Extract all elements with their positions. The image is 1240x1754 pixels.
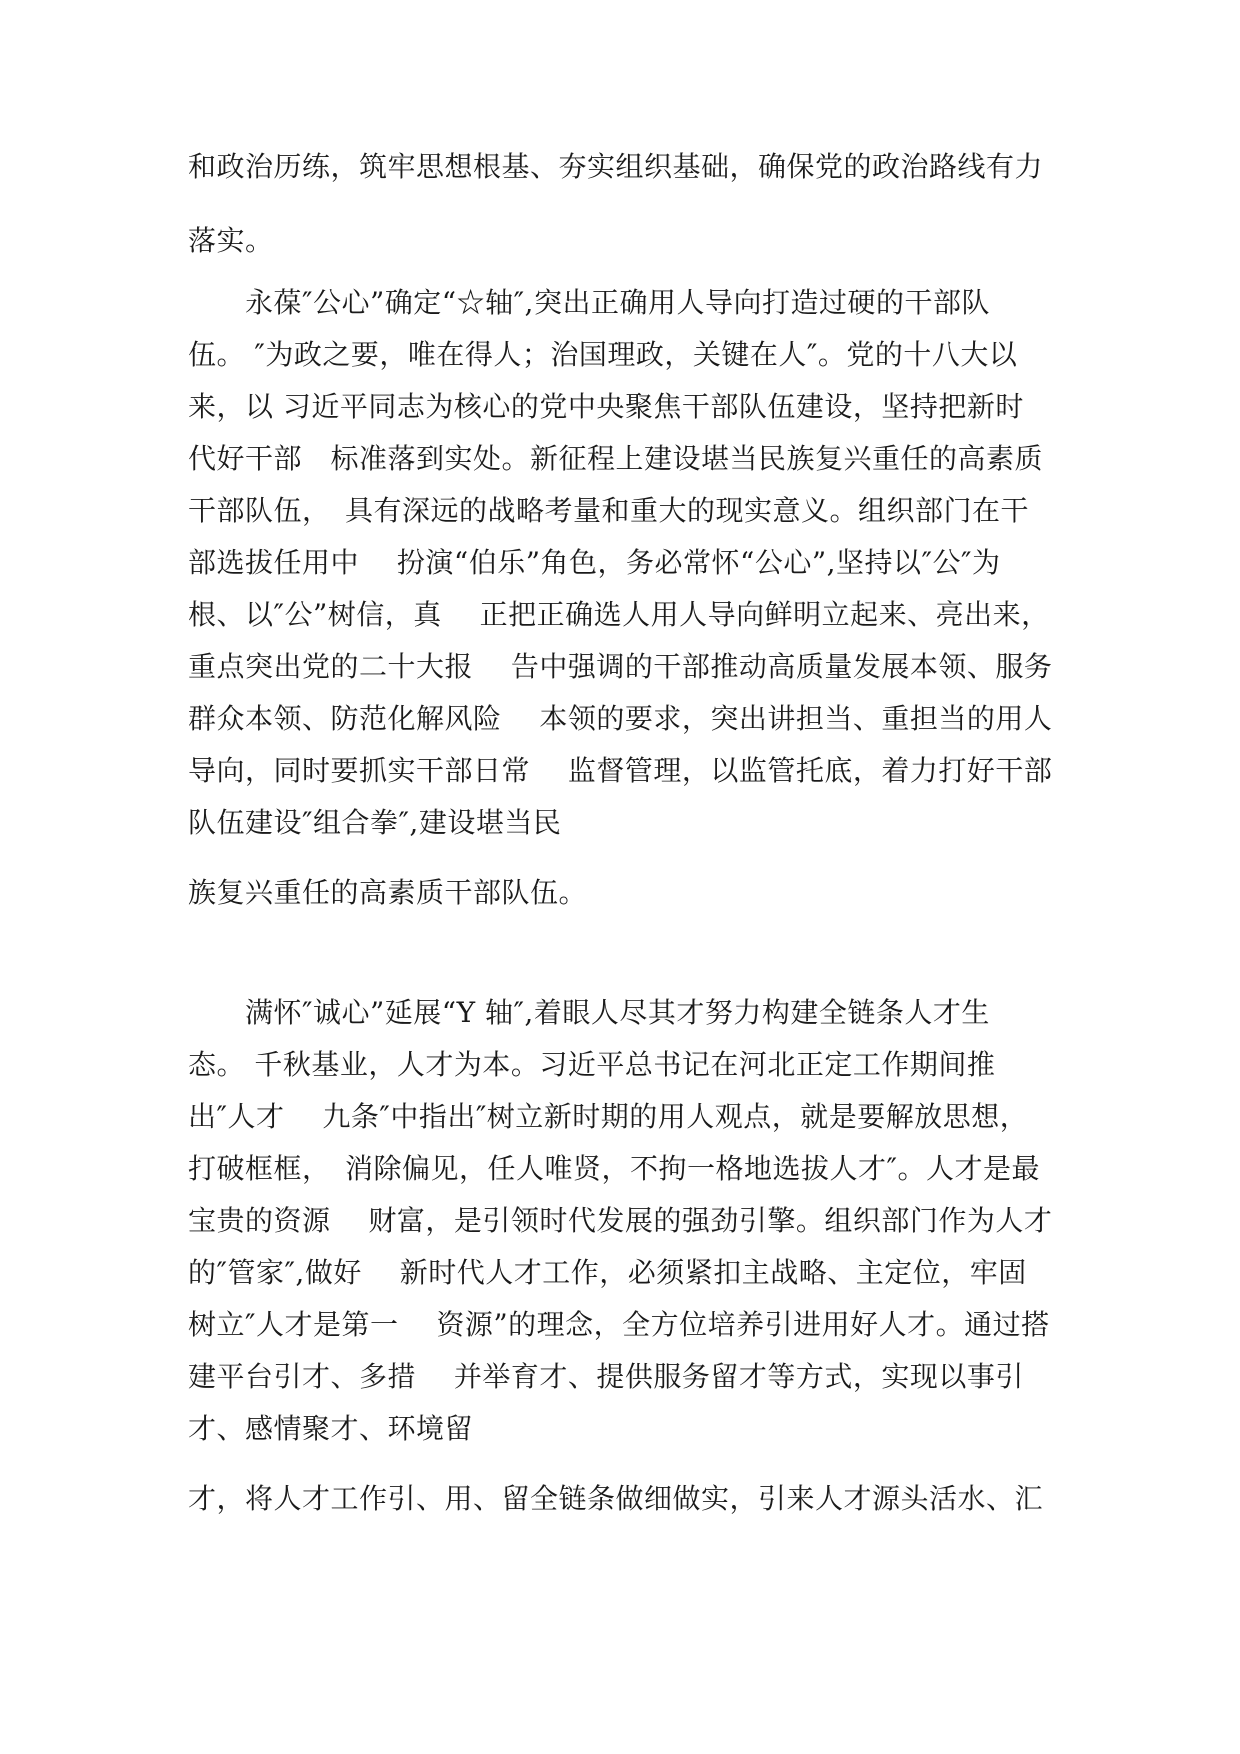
text-line: 永葆″公心”确定“☆轴″,突出正确用人导向打造过硬的干部队 [188, 286, 990, 319]
text-line: 宝贵的资源 财富，是引领时代发展的强劲引擎。组织部门作为人才 [188, 1204, 1053, 1237]
text-line: 才、感情聚才、环境留 [188, 1412, 474, 1445]
text-line: 伍。 ″为政之要，唯在得人；治国理政，关键在人″。党的十八大以 [188, 338, 1018, 371]
text-line: 才，将人才工作引、用、留全链条做细做实，引来人才源头活水、汇 [188, 1482, 1044, 1515]
text-line: 建平台引才、多措 并举育才、提供服务留才等方式，实现以事引 [188, 1360, 1024, 1393]
text-line: 重点突出党的二十大报 告中强调的干部推动高质量发展本领、服务 [188, 650, 1053, 683]
text-line: 导向，同时要抓实干部日常 监督管理，以监管托底，着力打好干部 [188, 754, 1053, 787]
text-line: 打破框框， 消除偏见，任人唯贤，不拘一格地选拔人才″。人才是最 [188, 1152, 1040, 1185]
text-line: 队伍建设″组合拳″,建设堪当民 [188, 806, 562, 839]
text-line: 干部队伍， 具有深远的战略考量和重大的现实意义。组织部门在干 [188, 494, 1030, 527]
text-line: 族复兴重任的高素质干部队伍。 [188, 876, 588, 909]
text-line: 出″人才 九条″中指出″树立新时期的用人观点，就是要解放思想， [188, 1100, 1029, 1133]
text-line: 群众本领、防范化解风险 本领的要求，突出讲担当、重担当的用人 [188, 702, 1053, 735]
text-line: 部选拔任用中 扮演“伯乐”角色，务必常怀“公心”,坚持以″公″为 [188, 546, 1001, 579]
text-line: 和政治历练，筑牢思想根基、夯实组织基础，确保党的政治路线有力 [188, 150, 1044, 183]
text-line: 根、以″公”树信，真 正把正确选人用人导向鲜明立起来、亮出来， [188, 598, 1050, 631]
text-line: 满怀″诚心”延展“Y 轴″,着眼人尽其才努力构建全链条人才生 [188, 996, 990, 1029]
text-line: 的″管家″,做好 新时代人才工作，必须紧扣主战略、主定位，牢固 [188, 1256, 1027, 1289]
text-line: 落实。 [188, 224, 274, 257]
text-line: 态。 千秋基业，人才为本。习近平总书记在河北正定工作期间推 [188, 1048, 996, 1081]
text-line: 代好干部 标准落到实处。新征程上建设堪当民族复兴重任的高素质 [188, 442, 1044, 475]
text-line: 树立″人才是第一 资源”的理念，全方位培养引进用好人才。通过搭 [188, 1308, 1050, 1341]
text-line: 来，以 习近平同志为核心的党中央聚焦干部队伍建设，坚持把新时 [188, 390, 1024, 423]
